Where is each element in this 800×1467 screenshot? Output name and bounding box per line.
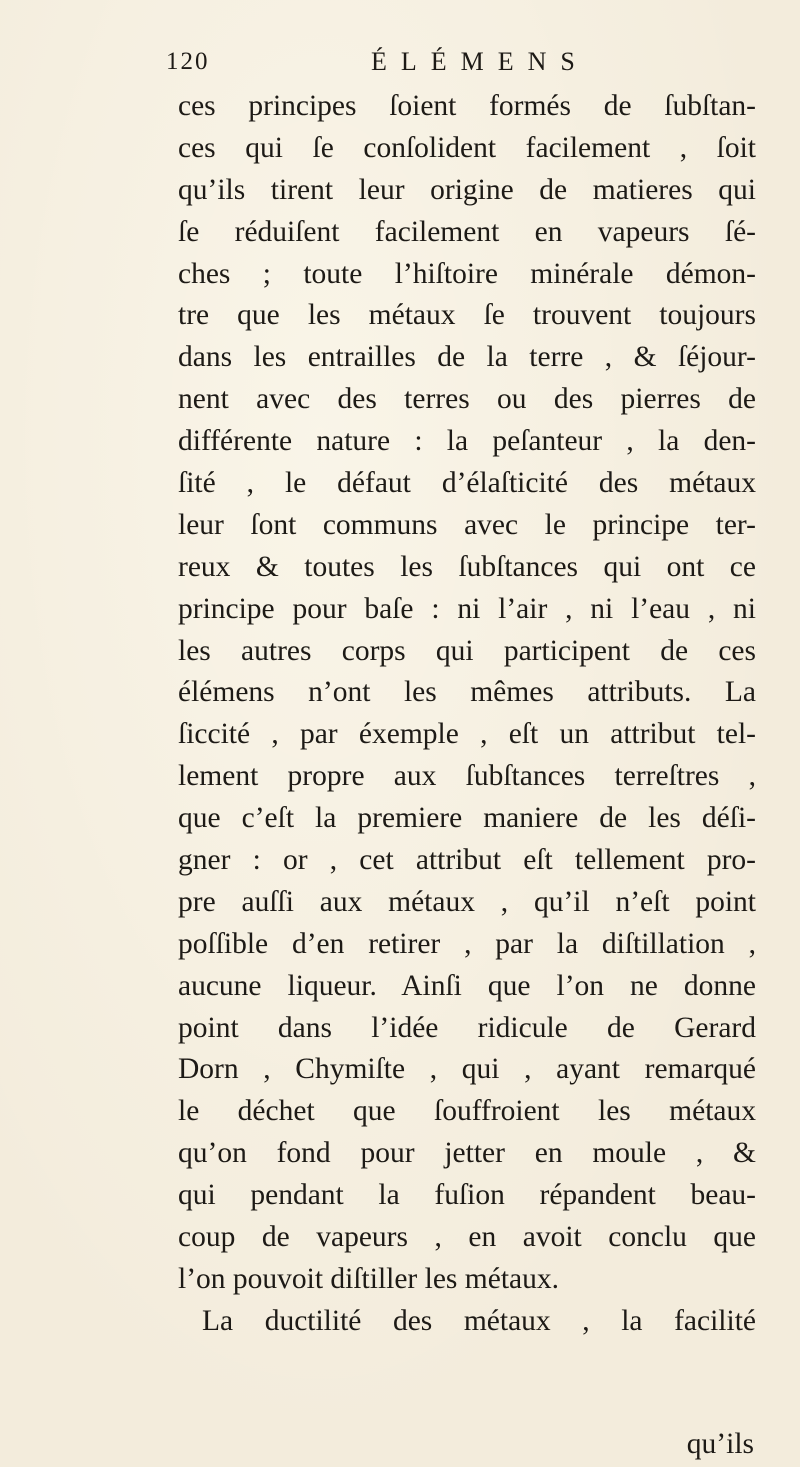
text-line: ches ; toute l’hiſtoire minérale démon- [178, 257, 756, 290]
text-line: principe pour baſe : ni l’air , ni l’eau , ni [178, 592, 756, 625]
text-line: leur ſont communs avec le principe ter- [178, 508, 756, 541]
text-line: reux & toutes les ſubſtances qui ont ce [178, 550, 756, 583]
text-line: élémens n’ont les mêmes attributs. La [178, 676, 756, 709]
text-line: ſité , le défaut d’élaſticité des métaux [178, 467, 756, 500]
text-line: La ductilité des métaux , la facilité [202, 1304, 756, 1337]
running-head-title: ÉLÉMENS [371, 47, 589, 76]
text-line: point dans l’idée ridicule de Gerard [178, 1011, 756, 1044]
text-line: différente nature : la peſanteur , la den- [178, 425, 756, 458]
text-line: Dorn , Chymiſte , qui , ayant remarqué [178, 1053, 756, 1086]
text-line: tre que les métaux ſe trouvent toujours [178, 299, 756, 332]
text-line: les autres corps qui participent de ces [178, 634, 756, 667]
text-line: aucune liqueur. Ainſi que l’on ne donne [178, 969, 756, 1002]
text-line: que c’eſt la premiere maniere de les déſi- [178, 802, 756, 835]
text-line: pre auſſi aux métaux , qu’il n’eſt point [178, 885, 756, 918]
text-line: ces qui ſe conſolident facilement , ſoit [178, 131, 756, 164]
text-line: nent avec des terres ou des pierres de [178, 383, 756, 416]
text-line: ſe réduiſent facilement en vapeurs ſé- [178, 215, 756, 248]
text-line: le déchet que ſouffroient les métaux [178, 1095, 756, 1128]
body-text [178, 86, 756, 1343]
running-head [166, 42, 636, 82]
text-line: qui pendant la fuſion répandent beau- [178, 1179, 756, 1212]
text-line: gner : or , cet attribut eſt tellement pro- [178, 844, 756, 877]
text-line: ces principes ſoient formés de ſubſtan- [178, 90, 756, 122]
text-line: l’on pouvoit diſtiller les métaux. [178, 1262, 559, 1295]
page-number: 120 [166, 48, 210, 75]
catchword: qu’ils [686, 1428, 754, 1460]
text-line: qu’on fond pour jetter en moule , & [178, 1137, 756, 1170]
text-line: qu’ils tirent leur origine de matieres qui [178, 173, 756, 206]
text-line: coup de vapeurs , en avoit conclu que [178, 1221, 756, 1254]
text-line: dans les entrailles de la terre , & ſéjour- [178, 341, 756, 374]
text-line: poſſible d’en retirer , par la diſtillation , [178, 927, 756, 960]
text-line: ſiccité , par éxemple , eſt un attribut tel- [178, 718, 756, 751]
text-line: lement propre aux ſubſtances terreſtres , [178, 760, 756, 793]
